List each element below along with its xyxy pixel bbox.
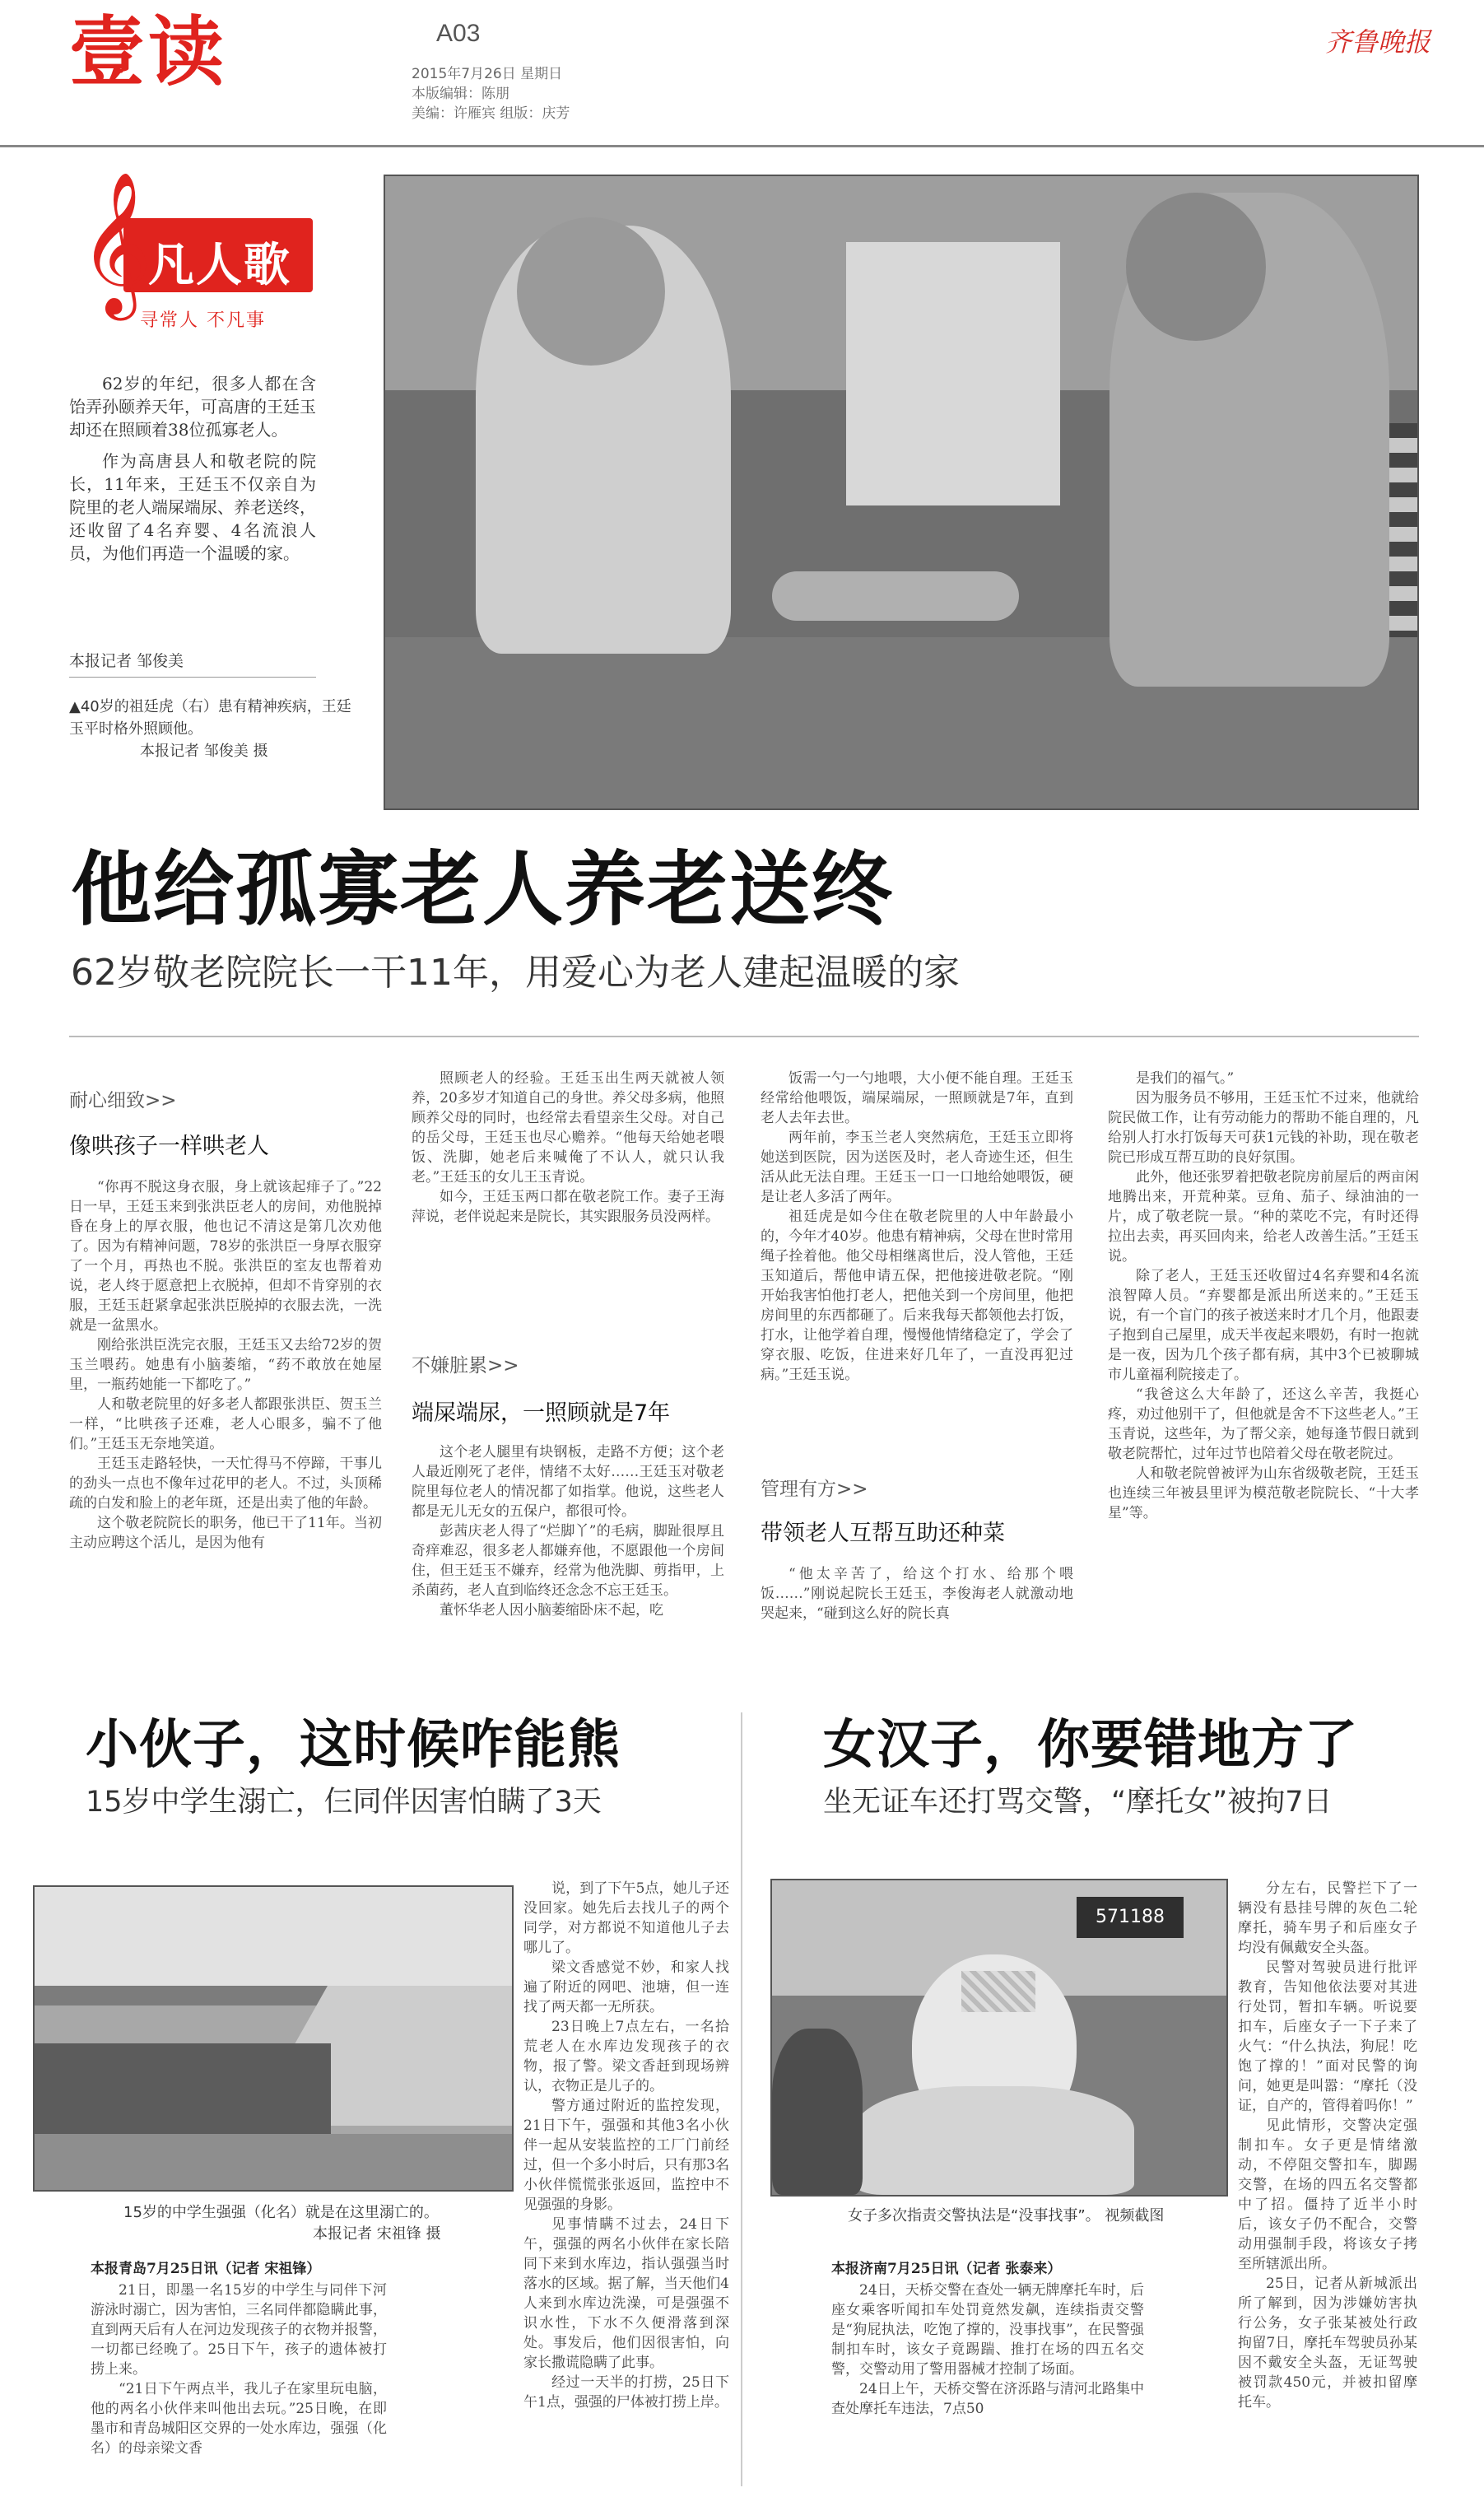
design-line: 美编：许雁宾 组版：庆芳 bbox=[412, 105, 570, 122]
paragraph: 21日，即墨一名15岁的中学生与同伴下河游泳时溺亡，因为害怕，三名同伴都隐瞒此事，直到两天后有人在河边发现孩子的衣物并报警，一切都已经晚了。25日下午，孩子的遗体被打捞上来。 bbox=[91, 2282, 387, 2378]
paragraph: 因为服务员不够用，王廷玉忙不过来，他就给院民做工作，让有劳动能力的帮助不能自理的，凡给别人打水打饭每天可获1元钱的补助，现在敬老院已形成互帮互助的良好氛围。 bbox=[1108, 1090, 1419, 1166]
intro-paragraph: 作为高唐县人和敬老院的院长，11年来，王廷玉不仅亲自为院里的老人端屎端尿、养老送终，还收留了4名弃婴、4名流浪人员，为他们再造一个温暖的家。 bbox=[69, 451, 316, 563]
section-title-3: 带领老人互帮互助还种菜 bbox=[761, 1521, 1005, 1546]
paragraph: “他太辛苦了，给这个打水、给那个喂饭……”刚说起院长王廷玉，李俊海老人就激动地哭起来，“碰到这么好的院长真 bbox=[761, 1566, 1073, 1622]
story3-subheadline: 坐无证车还打骂交警，“摩托女”被拘7日 bbox=[823, 1786, 1333, 1819]
story3-dateline: 本报济南7月25日讯（记者 张泰来） bbox=[831, 2261, 1062, 2277]
story3-text-left bbox=[831, 2280, 1144, 2486]
story2-text-left bbox=[91, 2280, 387, 2486]
paragraph: “21日下午两点半，我儿子在家里玩电脑，他的两名小伙伴来叫他出去玩。”25日晚，在即墨市和青岛城阳区交界的一处水库边，强强（化名）的母亲梁文香 bbox=[91, 2381, 387, 2457]
section-title: 壹读 bbox=[69, 8, 228, 96]
paragraph: 祖廷虎是如今住在敬老院里的人中年龄最小的，今年才40岁。他患有精神病，父母在世时常用绳子拴着他。他父母相继离世后，没人管他，王廷玉知道后，帮他申请五保，把他接进敬老院。“刚开始我害怕他打老人，把他关到一个房间里，他把房间里的东西都砸了。后来我每天都领他去打饭，打水，让他学着自理，慢慢他情绪稳定了，学会了穿衣服、吃饭，住进来好几年了，一直没再犯过病。”王廷玉说。 bbox=[761, 1209, 1073, 1383]
paragraph: 经过一天半的打捞，25日下午1点，强强的尸体被打捞上岸。 bbox=[523, 2374, 729, 2411]
story3-headline: 女汉子，你要错地方了 bbox=[823, 1715, 1358, 1776]
treble-clef-icon: 𝄞 bbox=[79, 171, 152, 314]
article-column-3 bbox=[761, 1069, 1073, 1434]
section-label-3: 管理有方>> bbox=[761, 1479, 868, 1500]
story2-photo-caption: 15岁的中学生强强（化名）就是在这里溺亡的。 bbox=[123, 2204, 439, 2221]
paragraph: 梁文香感觉不妙，和家人找遍了附近的网吧、池塘，但一连找了两天都一无所获。 bbox=[523, 1959, 729, 2015]
paragraph: 如今，王廷玉两口都在敬老院工作。妻子王海萍说，老伴说起来是院长，其实跟服务员没两样。 bbox=[412, 1189, 724, 1225]
paragraph: 人和敬老院里的好多老人都跟张洪臣、贺玉兰一样，“比哄孩子还难，老人心眼多，骗不了他们。”王廷玉无奈地笑道。 bbox=[69, 1396, 382, 1452]
paragraph: 是我们的福气。” bbox=[1136, 1070, 1235, 1087]
section-title-1: 像哄孩子一样哄老人 bbox=[69, 1134, 269, 1159]
paragraph: 人和敬老院曾被评为山东省级敬老院，王廷玉也连续三年被县里评为模范敬老院院长、“十大孝星”等。 bbox=[1108, 1465, 1419, 1521]
paragraph: 25日，记者从新城派出所了解到，因为涉嫌妨害执行公务，女子张某被处行政拘留7日，摩托车驾驶员孙某因不戴安全头盔，无证驾驶被罚款450元，并被扣留摩托车。 bbox=[1238, 2276, 1417, 2411]
intro-reporter: 本报记者 邹俊美 bbox=[69, 652, 184, 670]
editor-line: 本版编辑：陈朋 bbox=[412, 86, 509, 102]
story2-headline: 小伙子，这时候咋能熊 bbox=[86, 1715, 621, 1776]
column-logo-slogan: 寻常人 不凡事 bbox=[140, 310, 266, 331]
paragraph: 照顾老人的经验。王廷玉出生两天就被人领养，20多岁才知道自己的身世。养父母多病，他照顾养父母的同时，也经常去看望亲生父母。对自己的岳父母，王廷玉也尽心赡养。“他每天给她老喂饭、洗脚，她老后来喊俺了不认人，就只认我老。”王廷玉的女儿王玉青说。 bbox=[412, 1070, 724, 1186]
paper-name: 齐鲁晚报 bbox=[1325, 26, 1431, 58]
intro-paragraph: 62岁的年纪，很多人都在含饴弄孙颐养天年，可高唐的王廷玉却还在照顾着38位孤寡老人。 bbox=[69, 374, 316, 440]
main-subheadline: 62岁敬老院院长一干11年，用爱心为老人建起温暖的家 bbox=[71, 952, 960, 994]
story3-text-right bbox=[1238, 1879, 1417, 2488]
article-column-4 bbox=[1108, 1069, 1419, 1640]
page-number: A03 bbox=[436, 20, 481, 47]
paragraph: 王廷玉走路轻快，一天忙得马不停蹄，干事儿的劲头一点也不像年过花甲的老人。不过，头顶稀疏的白发和脸上的老年斑，还是出卖了他的年龄。 bbox=[69, 1456, 382, 1512]
article-column-2b bbox=[412, 1442, 724, 1640]
section-label-2: 不嫌脏累>> bbox=[412, 1355, 519, 1377]
paragraph: 此外，他还张罗着把敬老院房前屋后的两亩闲地腾出来，开荒种菜。豆角、茄子、绿油油的一片，成了敬老院一景。“种的菜吃不完，有时还得拉出去卖，再买回肉来，给老人改善生活。”王廷玉说。 bbox=[1108, 1169, 1419, 1265]
paragraph: 警方通过附近的监控发现，21日下午，强强和其他3名小伙伴一起从安装监控的工厂门前经过，但一个多小时后，只有那3名小伙伴慌慌张张返回，监控中不见强强的身影。 bbox=[523, 2098, 729, 2213]
divider bbox=[69, 677, 316, 678]
main-photo bbox=[384, 175, 1419, 810]
main-photo-caption: ▲40岁的祖廷虎（右）患有精神疾病，王廷玉平时格外照顾他。 bbox=[69, 698, 351, 738]
paragraph: 23日晚上7点左右，一名拾荒老人在水库边发现孩子的衣物，报了警。梁文香赶到现场辨认，衣物正是儿子的。 bbox=[523, 2019, 729, 2094]
column-logo-name: 凡人歌 bbox=[148, 239, 291, 292]
paragraph: 刚给张洪臣洗完衣服，王廷玉又去给72岁的贺玉兰喂药。她患有小脑萎缩，“药不敢放在她屋里，一瓶药她能一下都吃了。” bbox=[69, 1337, 382, 1393]
paragraph: “你再不脱这身衣服，身上就该起痱子了。”22日一早，王廷玉来到张洪臣老人的房间，劝他脱掉昏在身上的厚衣服，他也记不清这是第几次劝他了。因为有精神问题，78岁的张洪臣一身厚衣服穿了一个月，再热也不脱。张洪臣的室友也帮着劝说，老人终于愿意把上衣脱掉，但却不肯穿别的衣服，王廷玉赶紧拿起张洪臣脱掉的衣服去洗，一洗就是一盆黑水。 bbox=[69, 1179, 382, 1334]
main-photo-credit: 本报记者 邹俊美 摄 bbox=[140, 743, 268, 760]
paragraph: 董怀华老人因小脑萎缩卧床不起，吃 bbox=[440, 1602, 663, 1619]
paragraph: 24日，天桥交警在查处一辆无牌摩托车时，后座女乘客听闻扣车处罚竟然发飙，连续指责交警是“狗屁执法，吃饱了撑的，没事找事”，在民警强制扣车时，该女子竟踢踹、推打在场的四五名交警，交警动用了警用器械才控制了场面。 bbox=[831, 2282, 1144, 2378]
paragraph: 饭需一勺一勺地喂，大小便不能自理。王廷玉经常给他喂饭，端屎端尿，一照顾就是7年，直到老人去年去世。 bbox=[761, 1070, 1073, 1126]
paragraph: 24日上午，天桥交警在济泺路与清河北路集中查处摩托车违法，7点50 bbox=[831, 2381, 1144, 2417]
paragraph: 民警对驾驶员进行批评教育，告知他依法要对其进行处罚，暂扣车辆。听说要扣车，后座女子一下子来了火气：“什么执法，狗屁！吃饱了撑的！”面对民警的询问，她更是叫嚣：“摩托（没证，自产的，管得着吗你！” bbox=[1238, 1959, 1417, 2114]
main-headline: 他给孤寡老人养老送终 bbox=[71, 843, 895, 937]
paragraph: “我爸这么大年龄了，还这么辛苦，我挺心疼，劝过他别干了，但他就是舍不下这些老人。”王玉青说，这些年，为了帮父亲，她每逢节假日就到敬老院帮忙，过年过节也陪着父母在敬老院过。 bbox=[1108, 1386, 1419, 1462]
paragraph: 两年前，李玉兰老人突然病危，王廷玉立即将她送到医院，因为送医及时，老人奇迹生还，但生活从此无法自理。王廷玉一口一口地给她喂饭，硬是让老人多活了两年。 bbox=[761, 1130, 1073, 1205]
article-column-1 bbox=[69, 1177, 382, 1638]
story3-photo-caption: 女子多次指责交警执法是“没事找事”。 视频截图 bbox=[848, 2207, 1165, 2224]
section-title-2: 端屎端尿，一照顾就是7年 bbox=[412, 1400, 671, 1426]
column-divider bbox=[741, 1712, 742, 2486]
story2-subheadline: 15岁中学生溺亡，仨同伴因害怕瞒了3天 bbox=[86, 1786, 602, 1819]
paragraph: 除了老人，王廷玉还收留过4名弃婴和4名流浪智障人员。“弃婴都是派出所送来的。”王廷玉说，有一个盲门的孩子被送来时才几个月，他跟妻子抱到自己屋里，成天半夜起来喂奶，有时一抱就是一夜，因为几个孩子都有病，其中3个已被聊城市儿童福利院接走了。 bbox=[1108, 1268, 1419, 1383]
story2-photo bbox=[33, 1885, 514, 2192]
headline-rule bbox=[69, 1036, 1419, 1037]
road-sign: 571188 bbox=[1077, 1897, 1184, 1938]
story2-text-right bbox=[523, 1879, 729, 2488]
date-line: 2015年7月26日 星期日 bbox=[412, 66, 563, 82]
masthead-rule bbox=[0, 145, 1484, 147]
paragraph: 这个老人腿里有块钢板，走路不方便；这个老人最近刚死了老伴，情绪不太好……王廷玉对敬老院里每位老人的情况都了如指掌。他说，这些老人都是无儿无女的五保户，都很可怜。 bbox=[412, 1444, 724, 1520]
paragraph: 见事情瞒不过去，24日下午，强强的两名小伙伴在家长陪同下来到水库边，指认强强当时落水的区域。据了解，当天他们4人来到水库边洗澡，可是强强不识水性，下水不久便滑落到深处。事发后，他们因很害怕，向家长撒谎隐瞒了此事。 bbox=[523, 2216, 729, 2371]
paragraph: 说，到了下午5点，她儿子还没回家。她先后去找儿子的两个同学，对方都说不知道他儿子去哪儿了。 bbox=[523, 1880, 729, 1956]
story2-photo-credit: 本报记者 宋祖锋 摄 bbox=[313, 2225, 441, 2243]
paragraph: 见此情形，交警决定强制扣车。女子更是情绪激动，不停阻交警扣车，脚踢交警，在场的四五名交警都中了招。僵持了近半小时后，该女子仍不配合，交警动用强制手段，将该女子拷至所辖派出所。 bbox=[1238, 2117, 1417, 2272]
paragraph: 这个敬老院院长的职务，他已干了11年。当初主动应聘这个活儿，是因为他有 bbox=[69, 1515, 382, 1551]
article-column-2 bbox=[412, 1069, 724, 1324]
story3-photo bbox=[770, 1879, 1228, 2197]
story2-dateline: 本报青岛7月25日讯（记者 宋祖锋） bbox=[91, 2261, 321, 2277]
article-column-3b bbox=[761, 1564, 1073, 1640]
intro-text bbox=[69, 372, 316, 573]
paragraph: 彭茜庆老人得了“烂脚丫”的毛病，脚趾很厚且奇痒难忍，很多老人都嫌弃他，不愿跟他一个房间住，但王廷玉不嫌弃，经常为他洗脚、剪指甲，上杀菌药，老人直到临终还念念不忘王廷玉。 bbox=[412, 1523, 724, 1599]
paragraph: 分左右，民警拦下了一辆没有悬挂号牌的灰色二轮摩托，骑车男子和后座女子均没有佩戴安全头盔。 bbox=[1238, 1880, 1417, 1956]
section-label-1: 耐心细致>> bbox=[69, 1090, 177, 1111]
